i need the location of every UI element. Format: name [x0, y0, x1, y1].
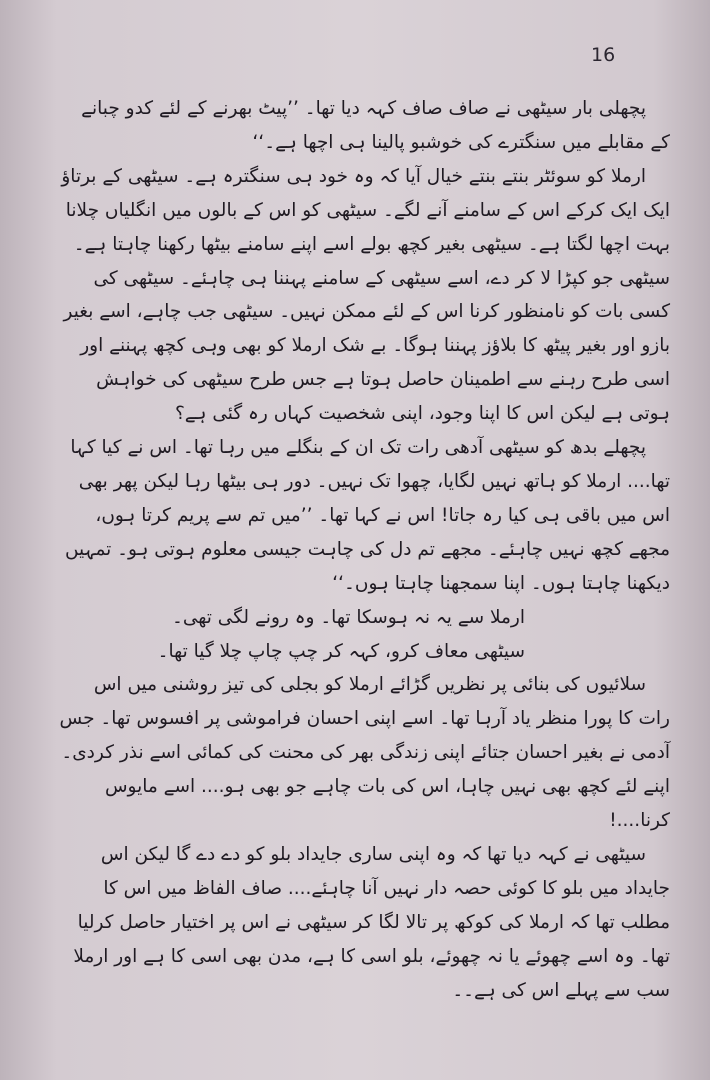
paragraph-3: پچھلے بدھ کو سیٹھی آدھی رات تک ان کے بنگلے میں رہا تھا۔ اس نے کیا کہا تھا.... ارملا کو ہاتھ نہیں لگایا، چھوا تک نہیں۔ دور ہی بیٹھا رہا لیکن پھر بھی اس میں باقی ہی کیا رہ جاتا! اس نے کہا تھا۔ ’’میں تم سے پریم کرتا ہوں، مجھے کچھ نہیں چاہئے۔ مجھے تم دل کی چاہت جیسی معلوم ہوتی ہو۔ تمہیں دیکھنا چاہتا ہوں۔ اپنا سمجھنا چاہتا ہوں۔‘‘: [64, 437, 670, 594]
body-text: [58, 92, 670, 1007]
paragraph-4: ارملا سے یہ نہ ہوسکا تھا۔ وہ رونے لگی تھی۔: [171, 606, 525, 628]
paragraph-1: پچھلی بار سیٹھی نے صاف صاف کہہ دیا تھا۔ ’’پیٹ بھرنے کے لئے کدو چبانے کے مقابلے میں سنگترے کی خوشبو پالینا ہی اچھا ہے۔‘‘: [81, 98, 670, 153]
paragraph-7: سیٹھی نے کہہ دیا تھا کہ وہ اپنی ساری جایداد بلو کو دے دے گا لیکن اس جایداد میں بلو کا کوئی حصہ دار نہیں آنا چاہئے.... صاف الفاظ میں اس کا مطلب تھا کہ ارملا کی کوکھ پر تالا لگا کر سیٹھی نے اس پر اختیار حاصل کرلیا تھا۔ وہ اسے چھوئے یا نہ چھوئے، بلو اسی کا ہے، مدن بھی اسی کا ہے اور ارملا سب سے پہلے اس کی ہے۔۔: [73, 843, 670, 1001]
paragraph-5: سیٹھی معاف کرو، کہہ کر چپ چاپ چلا گیا تھا۔: [157, 640, 525, 662]
page-number: 16: [591, 44, 616, 66]
paragraph-6: سلائیوں کی بنائی پر نظریں گڑائے ارملا کو بجلی کی تیز روشنی میں اس رات کا پورا منظر یاد آرہا تھا۔ اسے اپنی احسان فراموشی پر افسوس تھا۔ جس آدمی نے بغیر احسان جتائے اپنی زندگی بھر کی محنت کی کمائی اسے نذر کردی۔ اپنے لئے کچھ بھی نہیں چاہا، اس کی بات چاہے جو بھی ہو.... اسے مایوس کرنا....!: [59, 674, 670, 832]
paragraph-2: ارملا کو سوئٹر بنتے بنتے خیال آیا کہ وہ خود ہی سنگترہ ہے۔ سیٹھی کے برتاؤ ایک ایک کرکے اس کے سامنے آنے لگے۔ سیٹھی کو اس کے بالوں میں انگلیاں چلانا بہت اچھا لگتا ہے۔ سیٹھی بغیر کچھ بولے اسے اپنے سامنے بیٹھا رکھنا چاہتا ہے۔ سیٹھی جو کپڑا لا کر دے، اسے سیٹھی کے سامنے پہننا ہی چاہئے۔ سیٹھی کی کسی بات کو نامنظور کرنا اس کے لئے ممکن نہیں۔ سیٹھی جب چاہے، اسے بغیر بازو اور بغیر پیٹھ کا بلاؤز پہننا ہوگا۔ بے شک ارملا کو بھی وہی کچھ پہننے اور اسی طرح رہنے سے اطمینان حاصل ہوتا ہے جس طرح سیٹھی کی خواہش ہوتی ہے لیکن اس کا اپنا وجود، اپنی شخصیت کہاں رہ گئی ہے؟: [61, 165, 670, 425]
